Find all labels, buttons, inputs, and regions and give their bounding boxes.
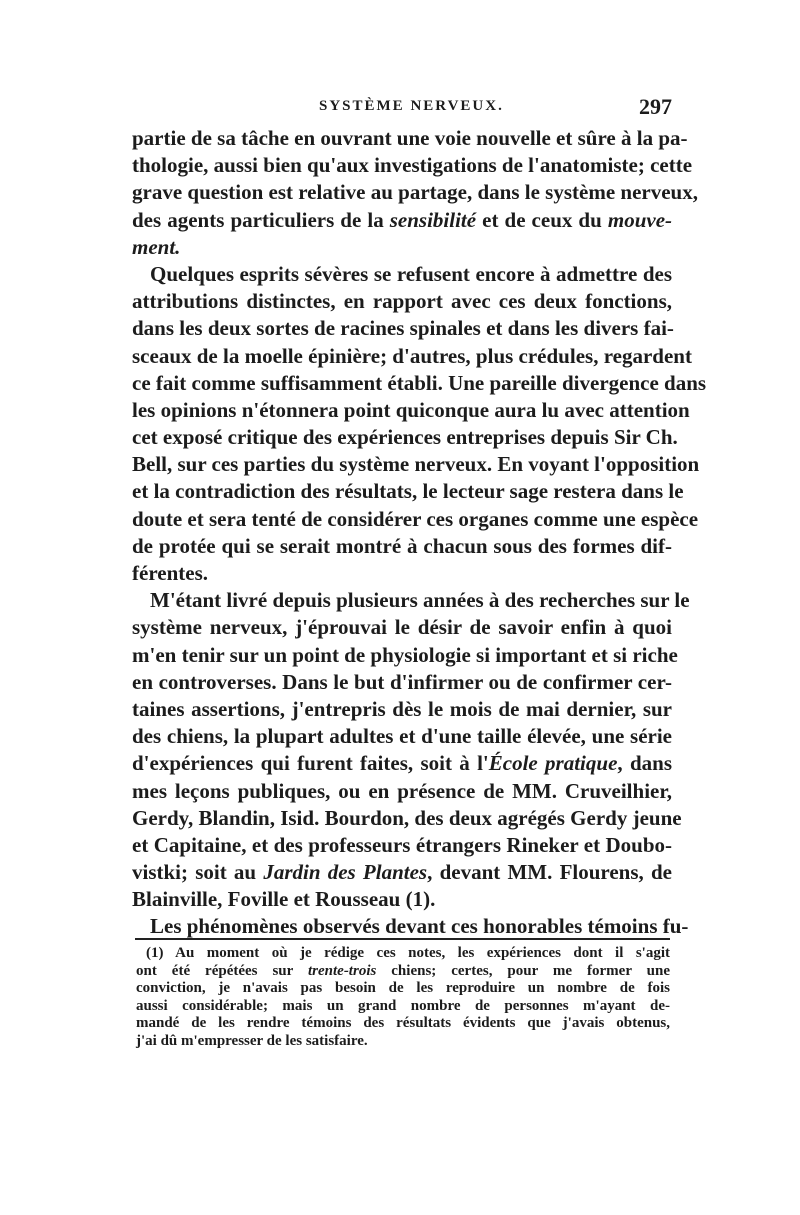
text-line: Gerdy, Blandin, Isid. Bourdon, des deux agrégés Gerdy jeune bbox=[132, 805, 682, 830]
emphasis: mouve- bbox=[607, 207, 673, 232]
footnote-divider bbox=[135, 938, 670, 940]
text-line: grave question est relative au partage, dans le système nerveux, bbox=[132, 180, 698, 205]
footnote-line: aussi considérable; mais un grand nombre de personnes m'ayant de- bbox=[136, 997, 670, 1014]
text-line: de protée qui se serait montré à chacun sous des formes dif- bbox=[132, 533, 672, 558]
text-line: ce fait comme suffisamment établi. Une pareille divergence dans bbox=[132, 370, 707, 395]
emphasis: Jardin des Plantes bbox=[263, 860, 428, 885]
paragraph-start-line: M'étant livré depuis plusieurs années à des recherches sur le bbox=[150, 588, 690, 613]
text-line: sceaux de la moelle épinière; d'autres, plus crédules, regardent bbox=[132, 343, 692, 368]
footnote bbox=[136, 945, 670, 1050]
emphasis: ment. bbox=[132, 234, 181, 259]
text-line: système nerveux, j'éprouvai le désir de savoir enfin à quoi bbox=[132, 615, 672, 640]
text-line: mes leçons publiques, ou en présence de MM. Cruveilhier, bbox=[132, 778, 672, 803]
footnote-line: mandé de les rendre témoins des résultats évidents que j'avais obtenus, bbox=[136, 1015, 670, 1031]
page-number: 297 bbox=[639, 94, 672, 119]
text-line: et la contradiction des résultats, le lecteur sage restera dans le bbox=[132, 479, 684, 504]
emphasis: École pratique bbox=[488, 751, 618, 776]
emphasis: sensibilité bbox=[389, 207, 477, 232]
text-line: férentes. bbox=[132, 561, 208, 585]
text-line: Bell, sur ces parties du système nerveux. En voyant l'opposition bbox=[132, 452, 700, 477]
footnote-line: conviction, je n'avais pas besoin de les reproduire un nombre de fois bbox=[136, 980, 670, 996]
text-line: les opinions n'étonnera point quiconque aura lu avec attention bbox=[132, 397, 690, 422]
running-head: SYSTÈME NERVEUX. bbox=[319, 98, 504, 114]
footnote-line: (1) Au moment où je rédige ces notes, les expériences dont il s'agit bbox=[146, 945, 670, 961]
text-line: et Capitaine, et des professeurs étrangers Rineker et Doubo- bbox=[132, 832, 672, 857]
footnote-line: ont été répétées sur trente-trois chiens; certes, pour me former une bbox=[136, 962, 670, 979]
text-line: des agents particuliers de la sensibilité et de ceux du mouve- bbox=[132, 207, 673, 232]
paragraph-start-line: Quelques esprits sévères se refusent encore à admettre des bbox=[150, 261, 672, 286]
text-line: en controverses. Dans le but d'infirmer ou de confirmer cer- bbox=[132, 669, 672, 694]
paragraph-start-line: Les phénomènes observés devant ces honorables témoins fu- bbox=[150, 914, 689, 939]
body-text bbox=[132, 125, 707, 941]
text-line: doute et sera tenté de considérer ces organes comme une espèce bbox=[132, 506, 699, 531]
text-line: partie de sa tâche en ouvrant une voie nouvelle et sûre à la pa- bbox=[132, 126, 688, 150]
text-line: taines assertions, j'entrepris dès le mois de mai dernier, sur bbox=[132, 696, 672, 721]
text-line: m'en tenir sur un point de physiologie si important et si riche bbox=[132, 642, 678, 667]
text-line: d'expériences qui furent faites, soit à l'École pratique, dans bbox=[132, 751, 673, 776]
page-header bbox=[132, 94, 672, 124]
text-line: attributions distinctes, en rapport avec ces deux fonctions, bbox=[132, 289, 672, 314]
text-line: thologie, aussi bien qu'aux investigations de l'anatomiste; cette bbox=[132, 153, 693, 178]
text-line: Blainville, Foville et Rousseau (1). bbox=[132, 887, 436, 912]
text-line: vistki; soit au Jardin des Plantes, devant MM. Flourens, de bbox=[132, 860, 672, 885]
text-line: cet exposé critique des expériences entreprises depuis Sir Ch. bbox=[132, 425, 678, 450]
footnote-line: j'ai dû m'empresser de les satisfaire. bbox=[136, 1032, 368, 1049]
text-line bbox=[132, 234, 672, 261]
emphasis: trente-trois bbox=[307, 962, 377, 979]
text-line: des chiens, la plupart adultes et d'une taille élevée, une série bbox=[132, 724, 672, 749]
text-line: dans les deux sortes de racines spinales et dans les divers fai- bbox=[132, 316, 674, 341]
